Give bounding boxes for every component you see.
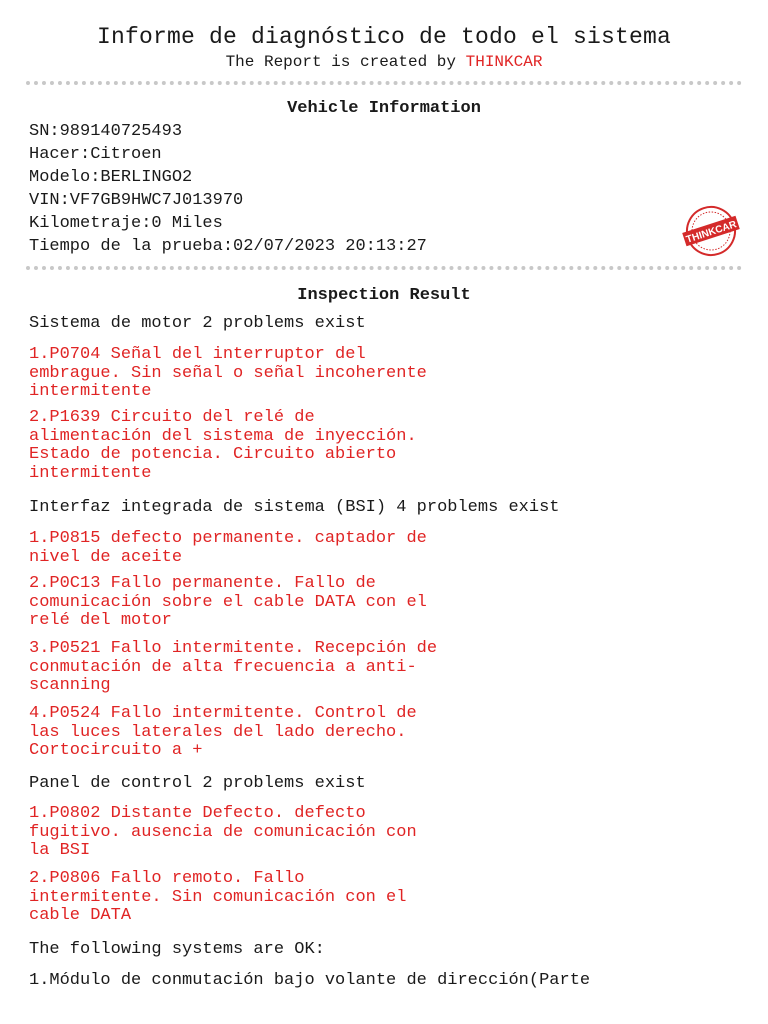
vehicle-test-time: Tiempo de la prueba:02/07/2023 20:13:27 [29,237,427,256]
problem-item [29,805,509,861]
problem-line: intermitente [29,382,152,401]
divider-top [26,81,742,85]
problem-line: comunicación sobre el cable DATA con el [29,592,427,612]
problem-item [29,640,509,696]
problem-line: scanning [29,676,111,695]
system-name: Interfaz integrada de sistema (BSI) 4 problems exist [29,498,560,517]
problem-line: conmutación de alta frecuencia a anti- [29,657,417,677]
problem-line: fugitivo. ausencia de comunicación con [29,822,417,842]
problem-item [29,530,509,567]
problem-line: la BSI [29,841,91,860]
report-title: Informe de diagnóstico de todo el sistema [96,24,672,50]
problem-line: 1.P0802 Distante Defecto. defecto [29,804,366,823]
problem-line: 1.P0704 Señal del interruptor del [29,345,366,364]
vehicle-sn: SN:989140725493 [29,122,183,141]
problem-item [29,346,509,402]
problem-line: cable DATA [29,906,132,925]
system-name: Panel de control 2 problems exist [29,774,366,793]
report-subtitle [0,53,768,71]
problem-line: Estado de potencia. Circuito abierto [29,445,397,464]
problem-line: intermitente [29,463,152,483]
problem-item [29,575,509,631]
system-name: Sistema de motor 2 problems exist [29,314,366,333]
problem-line: 2.P0806 Fallo remoto. Fallo [29,869,305,888]
problem-item [29,409,509,483]
divider-middle [26,266,742,270]
vehicle-model: Modelo:BERLINGO2 [29,168,193,187]
problem-line: Cortocircuito a + [29,741,203,760]
vehicle-vin: VIN:VF7GB9HWC7J013970 [29,191,244,210]
subtitle-prefix: The Report is created by [225,53,466,71]
problem-line: nivel de aceite [29,547,183,567]
problem-line: alimentación del sistema de inyección. [29,426,417,446]
thinkcar-seal-icon [681,204,741,258]
vehicle-mileage: Kilometraje:0 Miles [29,214,223,233]
stamp-text: THINKCAR [684,219,738,246]
problem-line: intermitente. Sin comunicación con el [29,887,407,907]
problem-line: 2.P0C13 Fallo permanente. Fallo de [29,574,376,593]
problem-line: 4.P0524 Fallo intermitente. Control de [29,704,417,723]
inspection-heading: Inspection Result [297,286,471,305]
ok-systems-heading: The following systems are OK: [29,940,325,959]
problem-line: relé del motor [29,611,172,630]
problem-line: 3.P0521 Fallo intermitente. Recepción de [29,639,438,658]
problem-line: 1.P0815 defecto permanente. captador de [29,529,427,548]
vehicle-info-heading: Vehicle Information [287,99,481,118]
problem-line: embrague. Sin señal o señal incoherente [29,363,427,383]
problem-line: 2.P1639 Circuito del relé de [29,408,315,427]
brand-name: THINKCAR [465,53,543,71]
problem-item [29,870,509,926]
problem-line: las luces laterales del lado derecho. [29,722,407,742]
ok-system-item: 1.Módulo de conmutación bajo volante de dirección(Parte [29,971,591,990]
problem-item [29,705,509,761]
vehicle-make: Hacer:Citroen [29,145,162,164]
